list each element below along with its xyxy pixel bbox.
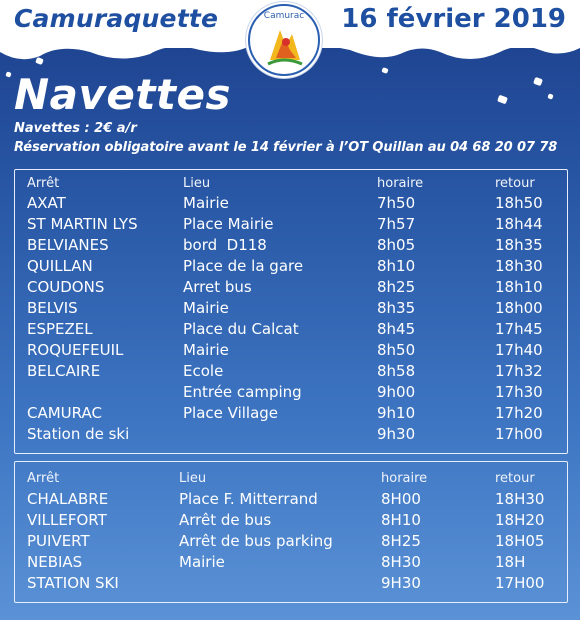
snowflake-decor bbox=[381, 67, 388, 74]
brand-title: Camuraquette bbox=[14, 4, 219, 33]
logo-name: Camurac bbox=[263, 11, 305, 21]
stop-name: CAMURAC bbox=[27, 404, 102, 422]
return-time: 18h50 bbox=[495, 194, 543, 212]
return-time: 17h32 bbox=[495, 362, 543, 380]
table-row bbox=[15, 425, 567, 446]
return-time: 18h44 bbox=[495, 215, 543, 233]
table-row bbox=[15, 257, 567, 278]
table-row bbox=[15, 404, 567, 425]
stop-place: Arrêt de bus bbox=[179, 511, 272, 529]
table-row bbox=[15, 194, 567, 215]
event-date: 16 février 2019 bbox=[341, 4, 566, 34]
return-time: 18h35 bbox=[495, 236, 543, 254]
schedule-table-1 bbox=[14, 169, 568, 454]
snowflake-decor bbox=[497, 95, 508, 105]
column-header-stop: Arrêt bbox=[27, 471, 60, 486]
return-time: 17h00 bbox=[495, 425, 543, 443]
column-header-departure: horaire bbox=[381, 471, 428, 486]
stop-name: COUDONS bbox=[27, 278, 105, 296]
stop-name: ROQUEFEUIL bbox=[27, 341, 124, 359]
stop-place: Arret bus bbox=[183, 278, 252, 296]
snowflake-decor bbox=[547, 93, 553, 99]
table-row bbox=[15, 362, 567, 383]
return-time: 18h00 bbox=[495, 299, 543, 317]
stop-place: Arrêt de bus parking bbox=[179, 532, 333, 550]
departure-time: 8h25 bbox=[377, 278, 416, 296]
table-row bbox=[15, 574, 567, 595]
table-row bbox=[15, 341, 567, 362]
departure-time: 8h35 bbox=[377, 299, 416, 317]
table-row bbox=[15, 511, 567, 532]
departure-time: 8H30 bbox=[381, 553, 421, 571]
snowflake-decor bbox=[533, 77, 543, 86]
departure-time: 7h50 bbox=[377, 194, 416, 212]
stop-place: bord D118 bbox=[183, 236, 267, 254]
page-title: Navettes bbox=[14, 70, 231, 119]
stop-place: Place Mairie bbox=[183, 215, 274, 233]
return-time: 18H20 bbox=[495, 511, 545, 529]
stop-name: VILLEFORT bbox=[27, 511, 107, 529]
return-time: 17h40 bbox=[495, 341, 543, 359]
departure-time: 8h58 bbox=[377, 362, 416, 380]
return-time: 17h30 bbox=[495, 383, 543, 401]
stop-place: Ecole bbox=[183, 362, 224, 380]
departure-time: 8h05 bbox=[377, 236, 416, 254]
column-header-place: Lieu bbox=[183, 176, 211, 191]
stop-place: Mairie bbox=[183, 341, 229, 359]
stop-place: Place de la gare bbox=[183, 257, 304, 275]
table-row bbox=[15, 320, 567, 341]
table-row bbox=[15, 532, 567, 553]
table-row bbox=[15, 553, 567, 574]
stop-name: BELCAIRE bbox=[27, 362, 101, 380]
departure-time: 8H25 bbox=[381, 532, 421, 550]
departure-time: 7h57 bbox=[377, 215, 416, 233]
return-time: 18H05 bbox=[495, 532, 545, 550]
column-header-stop: Arrêt bbox=[27, 176, 60, 191]
stop-name: BELVIS bbox=[27, 299, 78, 317]
stop-name: CHALABRE bbox=[27, 490, 109, 508]
return-time: 17H00 bbox=[495, 574, 545, 592]
table-header bbox=[15, 471, 567, 492]
stop-place: Place du Calcat bbox=[183, 320, 299, 338]
stop-name: BELVIANES bbox=[27, 236, 109, 254]
table-row bbox=[15, 236, 567, 257]
stop-name: ESPEZEL bbox=[27, 320, 93, 338]
departure-time: 8H00 bbox=[381, 490, 421, 508]
camurac-logo bbox=[246, 2, 322, 78]
return-time: 18h10 bbox=[495, 278, 543, 296]
schedule-table-2 bbox=[14, 461, 568, 603]
departure-time: 9H30 bbox=[381, 574, 421, 592]
table-row bbox=[15, 299, 567, 320]
table-row bbox=[15, 490, 567, 511]
stop-place: Mairie bbox=[183, 194, 229, 212]
stop-place: Place F. Mitterrand bbox=[179, 490, 318, 508]
table-row bbox=[15, 383, 567, 404]
return-time: 17h20 bbox=[495, 404, 543, 422]
departure-time: 8H10 bbox=[381, 511, 421, 529]
stop-name: STATION SKI bbox=[27, 574, 119, 592]
stop-place: Place Village bbox=[183, 404, 279, 422]
snowflake-decor bbox=[5, 71, 11, 77]
stop-name: Station de ski bbox=[27, 425, 130, 443]
departure-time: 9h00 bbox=[377, 383, 416, 401]
return-time: 18H bbox=[495, 553, 526, 571]
stop-place: Mairie bbox=[183, 299, 229, 317]
stop-place: Mairie bbox=[179, 553, 225, 571]
stop-name: QUILLAN bbox=[27, 257, 93, 275]
column-header-place: Lieu bbox=[179, 471, 207, 486]
reservation-info: Réservation obligatoire avant le 14 février à l’OT Quillan au 04 68 20 07 78 bbox=[14, 140, 558, 155]
stop-name: PUIVERT bbox=[27, 532, 90, 550]
return-time: 17h45 bbox=[495, 320, 543, 338]
departure-time: 8h50 bbox=[377, 341, 416, 359]
return-time: 18h30 bbox=[495, 257, 543, 275]
column-header-return: retour bbox=[495, 176, 535, 191]
departure-time: 9h10 bbox=[377, 404, 416, 422]
departure-time: 9h30 bbox=[377, 425, 416, 443]
table-row bbox=[15, 215, 567, 236]
departure-time: 8h10 bbox=[377, 257, 416, 275]
column-header-departure: horaire bbox=[377, 176, 424, 191]
stop-name: NEBIAS bbox=[27, 553, 83, 571]
stop-name: ST MARTIN LYS bbox=[27, 215, 138, 233]
return-time: 18H30 bbox=[495, 490, 545, 508]
price-info: Navettes : 2€ a/r bbox=[14, 121, 137, 136]
table-row bbox=[15, 278, 567, 299]
stop-name: AXAT bbox=[27, 194, 66, 212]
departure-time: 8h45 bbox=[377, 320, 416, 338]
column-header-return: retour bbox=[495, 471, 535, 486]
stop-place: Entrée camping bbox=[183, 383, 302, 401]
logo-emblem-icon bbox=[246, 2, 322, 78]
